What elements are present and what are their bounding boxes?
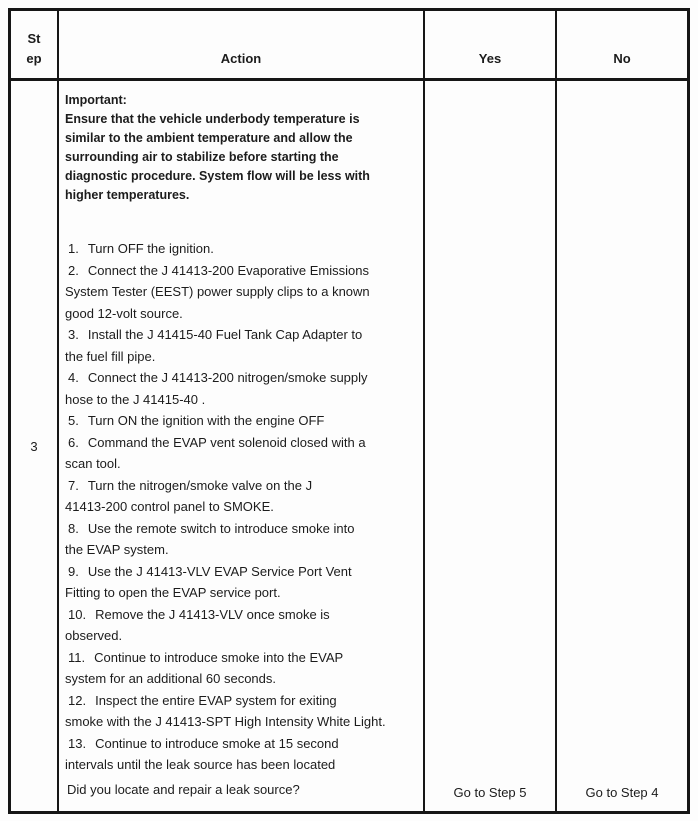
procedure-step	[65, 324, 418, 367]
action-cell	[59, 81, 425, 811]
column-header-yes	[425, 11, 557, 81]
procedure-step-number: 1.	[68, 241, 79, 256]
procedure-step-number: 10.	[68, 606, 87, 622]
procedure-step-number: 3.	[68, 327, 79, 342]
procedure-step-number: 5.	[68, 413, 79, 428]
procedure-step-text: Turn the nitrogen/smoke valve on the J 41413-200 control panel to SMOKE.	[65, 477, 313, 514]
column-header-yes-label: Yes	[478, 51, 502, 66]
procedure-step	[65, 690, 418, 733]
no-result-cell	[557, 81, 687, 811]
column-header-step-label: St ep	[26, 31, 42, 66]
diagnostic-table	[8, 8, 690, 814]
no-result-text: Go to Step 4	[585, 785, 659, 800]
procedure-step	[65, 561, 418, 604]
important-text: Ensure that the vehicle underbody temperature is similar to the ambient temperature and allow the surrounding air to stabilize before starting the diagnostic procedure. System flow will be less with higher temperatures.	[65, 112, 370, 202]
procedure-step-text: Use the J 41413-VLV EVAP Service Port Vent Fitting to open the EVAP service port.	[65, 563, 352, 600]
procedure-step	[65, 733, 418, 776]
column-header-action-label: Action	[220, 51, 262, 66]
procedure-step-number: 13.	[68, 735, 87, 751]
procedure-step-number: 9.	[68, 563, 79, 579]
procedure-step	[65, 238, 418, 260]
procedure-step-text: Remove the J 41413-VLV once smoke is observed.	[65, 606, 330, 643]
procedure-step-number: 6.	[68, 434, 79, 450]
procedure-step-number: 8.	[68, 520, 79, 536]
procedure-step	[65, 604, 418, 647]
procedure-step	[65, 647, 418, 690]
procedure-step-text: Install the J 41415-40 Fuel Tank Cap Adapter to the fuel fill pipe.	[65, 327, 363, 364]
procedure-step-text: Use the remote switch to introduce smoke into the EVAP system.	[65, 520, 355, 557]
procedure-step	[65, 367, 418, 410]
important-label: Important:	[65, 93, 127, 107]
procedure-step-number: 11.	[68, 649, 86, 665]
procedure-step-text: Connect the J 41413-200 Evaporative Emissions System Tester (EEST) power supply clips to a known good 12-volt source.	[65, 262, 370, 321]
column-header-no	[557, 11, 687, 81]
decision-question: Did you locate and repair a leak source?	[67, 781, 300, 797]
yes-result-cell	[425, 81, 557, 811]
procedure-step	[65, 475, 418, 518]
procedure-step	[65, 410, 418, 432]
procedure-step	[65, 432, 418, 475]
procedure-step-number: 12.	[68, 692, 87, 708]
column-header-step	[11, 11, 59, 81]
procedure-step	[65, 518, 418, 561]
procedure-step	[65, 260, 418, 325]
procedure-step-text: Command the EVAP vent solenoid closed with a scan tool.	[65, 434, 366, 471]
procedure-step-text: Turn ON the ignition with the engine OFF	[87, 413, 325, 428]
column-header-action	[59, 11, 425, 81]
procedure-step-number: 2.	[68, 262, 79, 278]
procedure-step-number: 7.	[68, 477, 79, 493]
procedure-step-text: Inspect the entire EVAP system for exiting smoke with the J 41413-SPT High Intensity White Light.	[65, 692, 386, 729]
procedure-step-text: Turn OFF the ignition.	[87, 241, 214, 256]
procedure-step-text: Continue to introduce smoke at 15 second intervals until the leak source has been located	[65, 735, 339, 772]
column-header-no-label: No	[613, 51, 631, 66]
procedure-step-list	[65, 238, 418, 776]
important-note	[65, 91, 418, 205]
procedure-step-number: 4.	[68, 370, 79, 385]
procedure-step-text: Continue to introduce smoke into the EVAP system for an additional 60 seconds.	[65, 649, 344, 686]
step-number-cell	[11, 81, 59, 811]
procedure-step-text: Connect the J 41413-200 nitrogen/smoke supply hose to the J 41415-40 .	[65, 370, 368, 407]
step-number: 3	[30, 438, 38, 454]
yes-result-text: Go to Step 5	[453, 785, 527, 800]
